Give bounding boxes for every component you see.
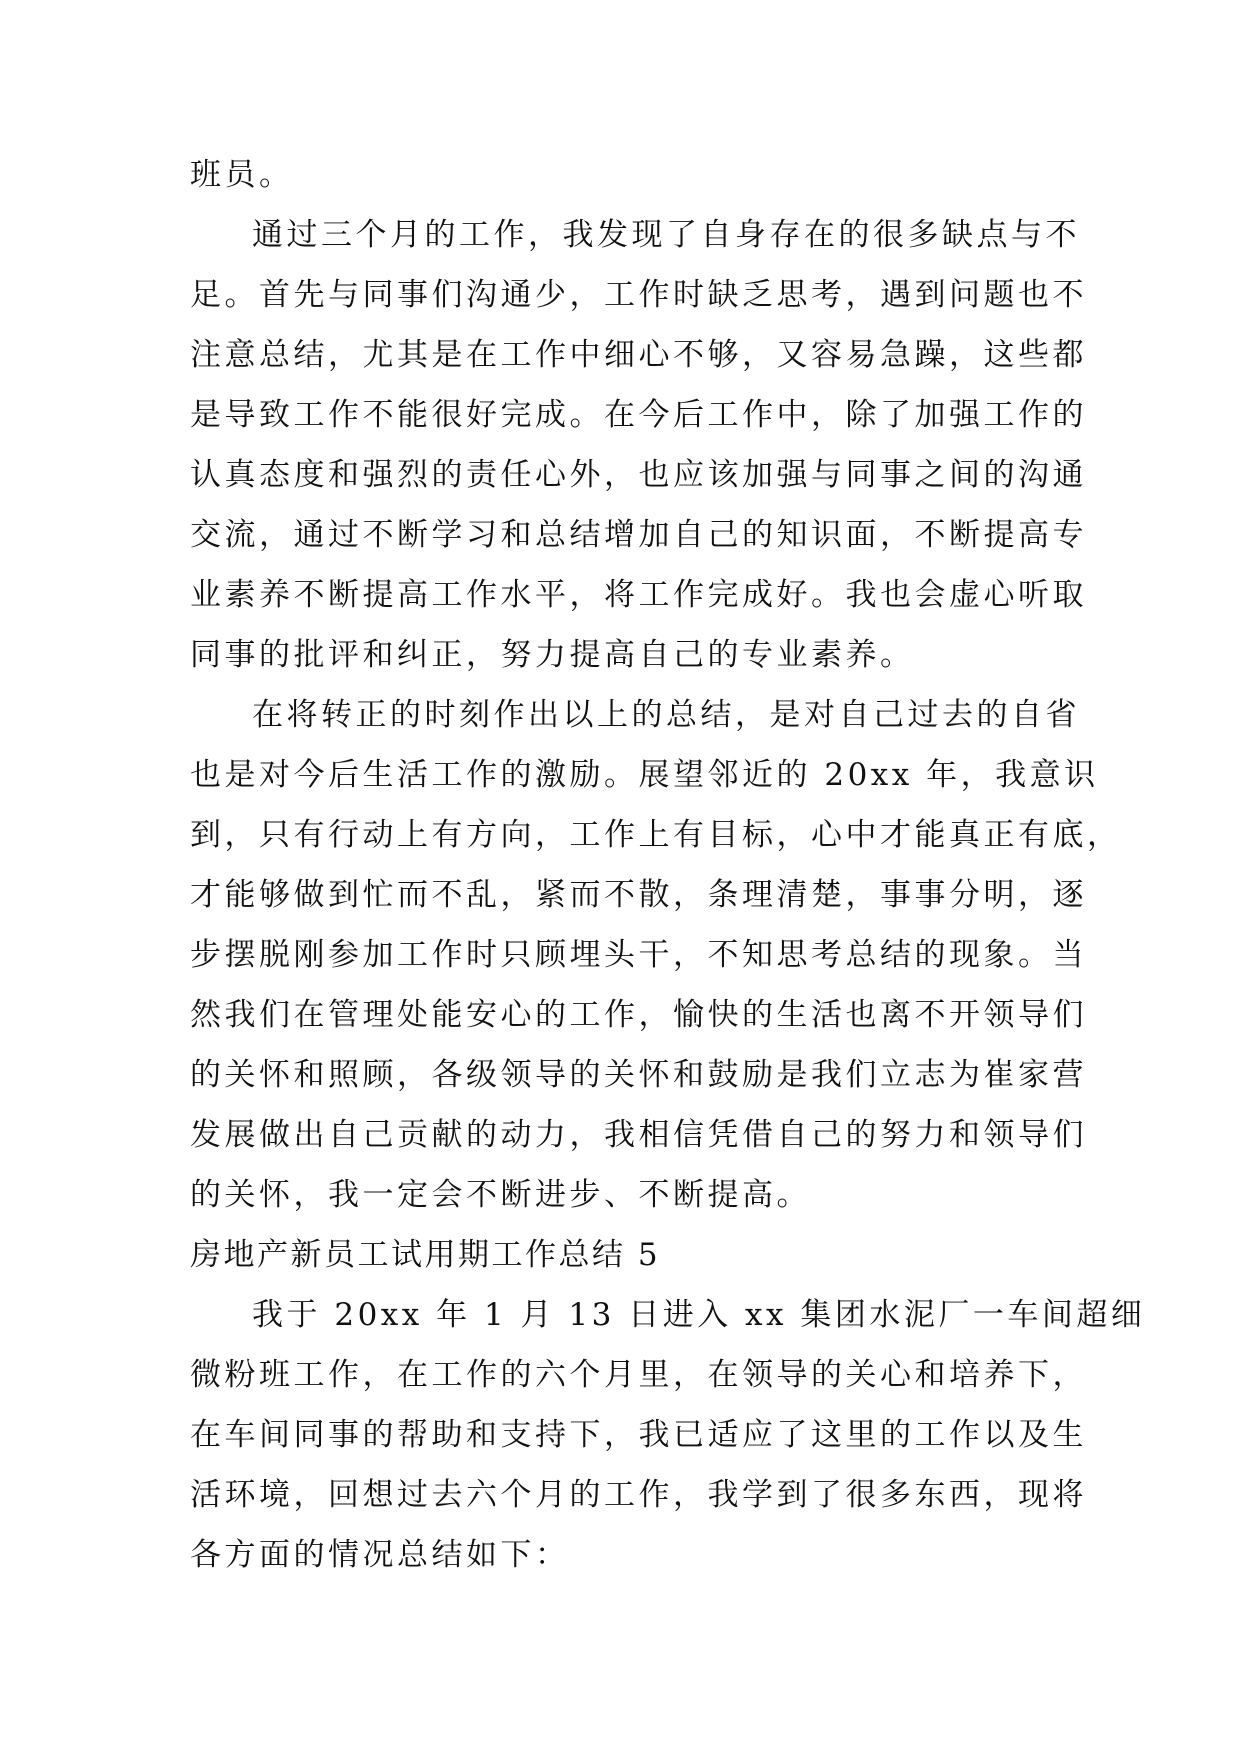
text-line: 业素养不断提高工作水平，将工作完成好。我也会虚心听取: [190, 577, 1087, 613]
text-line: 我于 20xx 年 1 月 13 日进入 xx 集团水泥厂一车间超细: [252, 1297, 1146, 1333]
text-line: 然我们在管理处能安心的工作，愉快的生活也离不开领导们: [190, 997, 1087, 1033]
text-line: 也是对今后生活工作的激励。展望邻近的 20xx 年，我意识: [190, 757, 1099, 793]
text-line: 通过三个月的工作，我发现了自身存在的很多缺点与不: [252, 217, 1080, 253]
text-line: 足。首先与同事们沟通少，工作时缺乏思考，遇到问题也不: [190, 277, 1087, 313]
text-line: 班员。: [190, 157, 294, 193]
text-line: 的关怀，我一定会不断进步、不断提高。: [190, 1177, 811, 1213]
text-line: 的关怀和照顾，各级领导的关怀和鼓励是我们立志为崔家营: [190, 1057, 1087, 1093]
text-line: 在车间同事的帮助和支持下，我已适应了这里的工作以及生: [190, 1417, 1087, 1453]
document-body: [190, 145, 1146, 1585]
text-line: 才能够做到忙而不乱，紧而不散，条理清楚，事事分明，逐: [190, 877, 1087, 913]
text-line: 到，只有行动上有方向，工作上有目标，心中才能真正有底，: [190, 817, 1122, 853]
text-line: 在将转正的时刻作出以上的总结，是对自己过去的自省: [252, 697, 1080, 733]
text-line: 步摆脱刚参加工作时只顾埋头干，不知思考总结的现象。当: [190, 937, 1087, 973]
section-heading: 房地产新员工试用期工作总结 5: [190, 1237, 661, 1273]
text-line: 微粉班工作，在工作的六个月里，在领导的关心和培养下，: [190, 1357, 1087, 1393]
text-line: 交流，通过不断学习和总结增加自己的知识面，不断提高专: [190, 517, 1087, 553]
text-line: 注意总结，尤其是在工作中细心不够，又容易急躁，这些都: [190, 337, 1087, 373]
text-line: 各方面的情况总结如下：: [190, 1537, 570, 1573]
text-line: 发展做出自己贡献的动力，我相信凭借自己的努力和领导们: [190, 1117, 1087, 1153]
text-line: 同事的批评和纠正，努力提高自己的专业素养。: [190, 637, 915, 673]
text-line: 活环境，回想过去六个月的工作，我学到了很多东西，现将: [190, 1477, 1087, 1513]
text-line: 是导致工作不能很好完成。在今后工作中，除了加强工作的: [190, 397, 1087, 433]
text-line: 认真态度和强烈的责任心外，也应该加强与同事之间的沟通: [190, 457, 1087, 493]
